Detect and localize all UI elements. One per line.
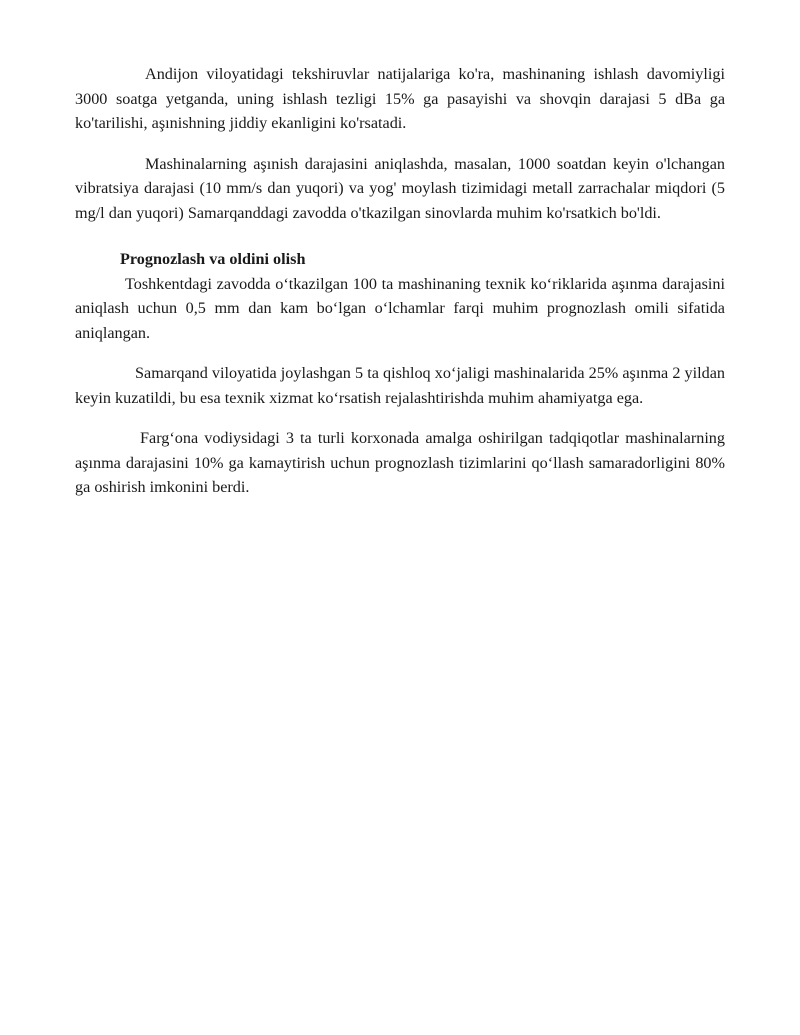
paragraph-andijon: Andijon viloyatidagi tekshiruvlar natijalariga ko'ra, mashinaning ishlash davomiyligi 3000 soatga yetganda, uning ishlash tezligi 15% ga pasayishi va shovqin darajasi 5 dBa ga ko'tarilishi, aşınishning jiddiy ekanligini ko'rsatadi. [75,65,725,132]
paragraph-samarqand-factory: Mashinalarning aşınish darajasini aniqlashda, masalan, 1000 soatdan keyin o'lchangan vibratsiya darajasi (10 mm/s dan yuqori) va yog' moylash tizimidagi metall zarrachalar miqdori (5 mg/l dan yuqori) Samarqanddagi zavodda o'tkazilgan sinovlarda muhim ko'rsatkich bo'ldi. [75,154,725,222]
section-heading: Prognozlash va oldini olish [120,250,306,268]
paragraph-samarqand-region: Samarqand viloyatida joylashgan 5 ta qishloq xoʻjaligi mashinalarida 25% aşınma 2 yildan keyin kuzatildi, bu esa texnik xizmat koʻrsatish rejalashtirishda muhim ahamiyatga ega. [75,364,725,407]
paragraph-fargona: Fargʻona vodiysidagi 3 ta turli korxonada amalga oshirilgan tadqiqotlar mashinalarning aşınma darajasini 10% ga kamaytirish uchun prognozlash tizimlarini qoʻllash samaradorligini 80% ga oshirish imkonini berdi. [75,429,725,496]
paragraph-toshkent: Toshkentdagi zavodda oʻtkazilgan 100 ta mashinaning texnik koʻriklarida aşınma darajasini aniqlash uchun 0,5 mm dan kam boʻlgan oʻlchamlar farqi muhim prognozlash omili sifatida aniqlangan. [75,274,725,342]
